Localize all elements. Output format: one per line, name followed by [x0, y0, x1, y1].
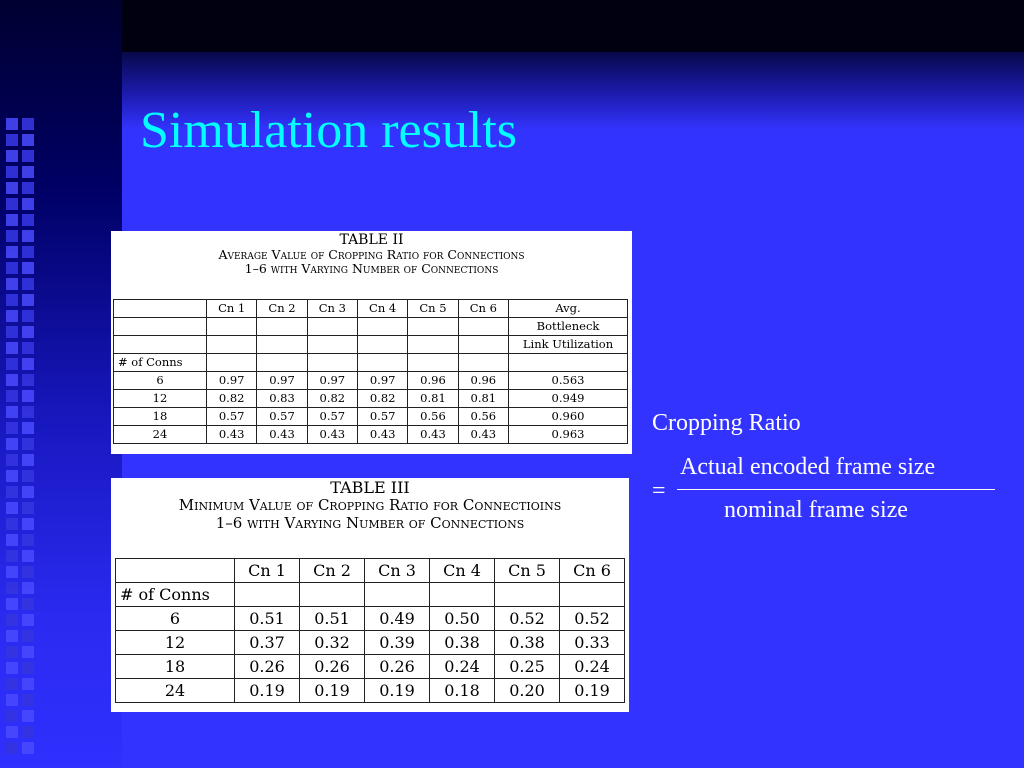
decorative-square — [6, 614, 18, 626]
avg-cell: 0.949 — [509, 390, 628, 408]
table-cell: 0.25 — [495, 655, 560, 679]
decorative-square — [6, 694, 18, 706]
decorative-square — [22, 262, 34, 274]
fraction-bar — [677, 489, 995, 490]
table-cell: 0.82 — [207, 390, 257, 408]
decorative-squares — [6, 118, 34, 768]
table-cell: 0.57 — [307, 408, 357, 426]
header-cell-blank — [114, 300, 207, 318]
table-cell: 0.43 — [257, 426, 307, 444]
decorative-square — [22, 406, 34, 418]
decorative-square — [22, 198, 34, 210]
table-cell: 0.33 — [560, 631, 625, 655]
decorative-square — [22, 726, 34, 738]
table-header-row — [114, 354, 628, 372]
table-cell: 0.97 — [357, 372, 407, 390]
table-row — [116, 679, 625, 703]
table-cell: 0.81 — [408, 390, 458, 408]
header-cell-blank — [114, 318, 207, 336]
table-cell: 0.24 — [430, 655, 495, 679]
row-label: 24 — [116, 679, 235, 703]
decorative-square — [6, 726, 18, 738]
table-cell: 0.81 — [458, 390, 508, 408]
table-cell: 0.56 — [408, 408, 458, 426]
header-cell: Cn 5 — [408, 300, 458, 318]
header-cell-blank — [116, 559, 235, 583]
decorative-square — [22, 278, 34, 290]
header-cell: Cn 1 — [235, 559, 300, 583]
formula-label: Cropping Ratio — [652, 410, 801, 436]
decorative-square — [6, 214, 18, 226]
slide-title: Simulation results — [140, 102, 517, 159]
decorative-square — [22, 614, 34, 626]
decorative-square — [6, 358, 18, 370]
decorative-square — [6, 342, 18, 354]
table-header-row — [114, 318, 628, 336]
decorative-square — [22, 422, 34, 434]
table-row — [116, 607, 625, 631]
decorative-square — [6, 118, 18, 130]
table-ii-caption-title: TABLE II — [339, 232, 404, 248]
table-cell: 0.38 — [495, 631, 560, 655]
decorative-square — [22, 454, 34, 466]
table-cell: 0.39 — [365, 631, 430, 655]
table-cell: 0.43 — [207, 426, 257, 444]
table-cell: 0.52 — [560, 607, 625, 631]
decorative-square — [6, 294, 18, 306]
table-cell: 0.19 — [560, 679, 625, 703]
table-cell: 0.57 — [257, 408, 307, 426]
table-header-row — [114, 300, 628, 318]
decorative-square — [22, 374, 34, 386]
decorative-square — [22, 294, 34, 306]
decorative-square — [22, 550, 34, 562]
decorative-square — [22, 358, 34, 370]
decorative-square — [6, 550, 18, 562]
header-cell: Cn 3 — [307, 300, 357, 318]
table-header-row — [114, 336, 628, 354]
decorative-square — [22, 518, 34, 530]
decorative-square — [22, 502, 34, 514]
decorative-square — [22, 310, 34, 322]
table-cell: 0.19 — [300, 679, 365, 703]
decorative-square — [22, 470, 34, 482]
decorative-square — [22, 598, 34, 610]
table-cell: 0.51 — [235, 607, 300, 631]
table-cell: 0.57 — [357, 408, 407, 426]
table-row — [116, 655, 625, 679]
decorative-square — [6, 326, 18, 338]
avg-cell: 0.963 — [509, 426, 628, 444]
table-cell: 0.82 — [357, 390, 407, 408]
header-cell-blank — [114, 336, 207, 354]
header-cell: Cn 6 — [458, 300, 508, 318]
table-iii-caption-line3: 1–6 with Varying Number of Connections — [215, 513, 525, 532]
table-cell: 0.52 — [495, 607, 560, 631]
table-cell: 0.20 — [495, 679, 560, 703]
formula-denominator: nominal frame size — [724, 497, 908, 523]
row-label: 12 — [114, 390, 207, 408]
decorative-square — [6, 598, 18, 610]
table-cell: 0.51 — [300, 607, 365, 631]
table-ii-caption — [111, 231, 632, 277]
table-cell: 0.97 — [207, 372, 257, 390]
decorative-square — [22, 678, 34, 690]
row-label: 18 — [116, 655, 235, 679]
table-cell: 0.50 — [430, 607, 495, 631]
decorative-square — [6, 742, 18, 754]
table-header-row — [116, 559, 625, 583]
decorative-square — [22, 390, 34, 402]
decorative-square — [6, 454, 18, 466]
table-cell: 0.26 — [235, 655, 300, 679]
decorative-square — [6, 646, 18, 658]
decorative-square — [6, 566, 18, 578]
row-label: 24 — [114, 426, 207, 444]
table-iii-caption — [111, 478, 629, 532]
table-cell: 0.43 — [357, 426, 407, 444]
decorative-square — [6, 470, 18, 482]
decorative-square — [6, 198, 18, 210]
row-label: 6 — [114, 372, 207, 390]
header-cell: Cn 5 — [495, 559, 560, 583]
table-ii-panel — [111, 231, 632, 454]
decorative-square — [22, 662, 34, 674]
table-cell: 0.82 — [307, 390, 357, 408]
avg-header-cell: Bottleneck — [509, 318, 628, 336]
decorative-square — [6, 278, 18, 290]
table-cell: 0.43 — [307, 426, 357, 444]
table-cell: 0.56 — [458, 408, 508, 426]
table-iii — [115, 558, 625, 703]
row-label-header: # of Conns — [114, 354, 207, 372]
formula-numerator: Actual encoded frame size — [680, 454, 936, 480]
decorative-square — [6, 534, 18, 546]
header-cell: Cn 1 — [207, 300, 257, 318]
decorative-square — [6, 310, 18, 322]
decorative-square — [22, 230, 34, 242]
decorative-square — [6, 246, 18, 258]
table-row — [114, 390, 628, 408]
header-cell: Cn 2 — [257, 300, 307, 318]
table-cell: 0.38 — [430, 631, 495, 655]
table-cell: 0.26 — [365, 655, 430, 679]
header-cell: Cn 4 — [357, 300, 407, 318]
avg-header-cell: Avg. — [509, 300, 628, 318]
table-cell: 0.19 — [235, 679, 300, 703]
table-cell: 0.24 — [560, 655, 625, 679]
table-cell: 0.97 — [307, 372, 357, 390]
table-cell: 0.97 — [257, 372, 307, 390]
table-ii-caption-line3: 1–6 with Varying Number of Connections — [244, 261, 499, 277]
table-cell: 0.57 — [207, 408, 257, 426]
decorative-square — [22, 214, 34, 226]
decorative-square — [6, 518, 18, 530]
table-iii-panel — [111, 478, 629, 712]
decorative-square — [22, 534, 34, 546]
table-cell: 0.32 — [300, 631, 365, 655]
table-cell: 0.37 — [235, 631, 300, 655]
table-row — [114, 408, 628, 426]
slide-top-strip — [122, 0, 1024, 52]
decorative-square — [6, 710, 18, 722]
decorative-square — [22, 710, 34, 722]
table-row — [114, 372, 628, 390]
decorative-square — [6, 390, 18, 402]
decorative-square — [22, 438, 34, 450]
decorative-square — [22, 118, 34, 130]
row-label-header: # of Conns — [116, 583, 235, 607]
decorative-square — [6, 486, 18, 498]
decorative-square — [22, 150, 34, 162]
avg-header-cell: Link Utilization — [509, 336, 628, 354]
decorative-square — [6, 502, 18, 514]
table-cell: 0.18 — [430, 679, 495, 703]
decorative-square — [22, 326, 34, 338]
table-iii-caption-line2: Minimum Value of Cropping Ratio for Connectioins — [178, 496, 562, 515]
decorative-square — [6, 150, 18, 162]
decorative-square — [22, 694, 34, 706]
decorative-square — [6, 374, 18, 386]
decorative-square — [6, 182, 18, 194]
header-cell: Cn 4 — [430, 559, 495, 583]
table-iii-caption-title: TABLE III — [330, 478, 410, 497]
decorative-square — [22, 630, 34, 642]
avg-cell: 0.960 — [509, 408, 628, 426]
table-cell: 0.43 — [458, 426, 508, 444]
row-label: 6 — [116, 607, 235, 631]
table-ii-caption-line2: Average Value of Cropping Ratio for Connections — [218, 247, 525, 263]
table-cell: 0.43 — [408, 426, 458, 444]
table-cell: 0.49 — [365, 607, 430, 631]
decorative-square — [6, 262, 18, 274]
decorative-square — [22, 742, 34, 754]
decorative-square — [22, 582, 34, 594]
table-row — [114, 426, 628, 444]
decorative-square — [22, 134, 34, 146]
decorative-square — [6, 438, 18, 450]
table-cell: 0.83 — [257, 390, 307, 408]
table-ii — [113, 299, 628, 444]
table-cell: 0.96 — [408, 372, 458, 390]
decorative-square — [22, 646, 34, 658]
decorative-square — [6, 230, 18, 242]
table-cell: 0.96 — [458, 372, 508, 390]
table-cell: 0.19 — [365, 679, 430, 703]
decorative-square — [6, 662, 18, 674]
decorative-square — [22, 566, 34, 578]
decorative-square — [22, 486, 34, 498]
header-cell: Cn 3 — [365, 559, 430, 583]
slide-left-column — [0, 0, 122, 768]
decorative-square — [6, 166, 18, 178]
decorative-square — [22, 246, 34, 258]
decorative-square — [6, 406, 18, 418]
header-cell: Cn 2 — [300, 559, 365, 583]
table-row — [116, 631, 625, 655]
row-label: 18 — [114, 408, 207, 426]
decorative-square — [22, 182, 34, 194]
table-header-row — [116, 583, 625, 607]
decorative-square — [22, 166, 34, 178]
decorative-square — [6, 630, 18, 642]
row-label: 12 — [116, 631, 235, 655]
formula-equals: = — [652, 478, 666, 504]
decorative-square — [6, 422, 18, 434]
decorative-square — [6, 678, 18, 690]
decorative-square — [22, 342, 34, 354]
avg-cell: 0.563 — [509, 372, 628, 390]
table-cell: 0.26 — [300, 655, 365, 679]
decorative-square — [6, 134, 18, 146]
decorative-square — [6, 582, 18, 594]
header-cell: Cn 6 — [560, 559, 625, 583]
